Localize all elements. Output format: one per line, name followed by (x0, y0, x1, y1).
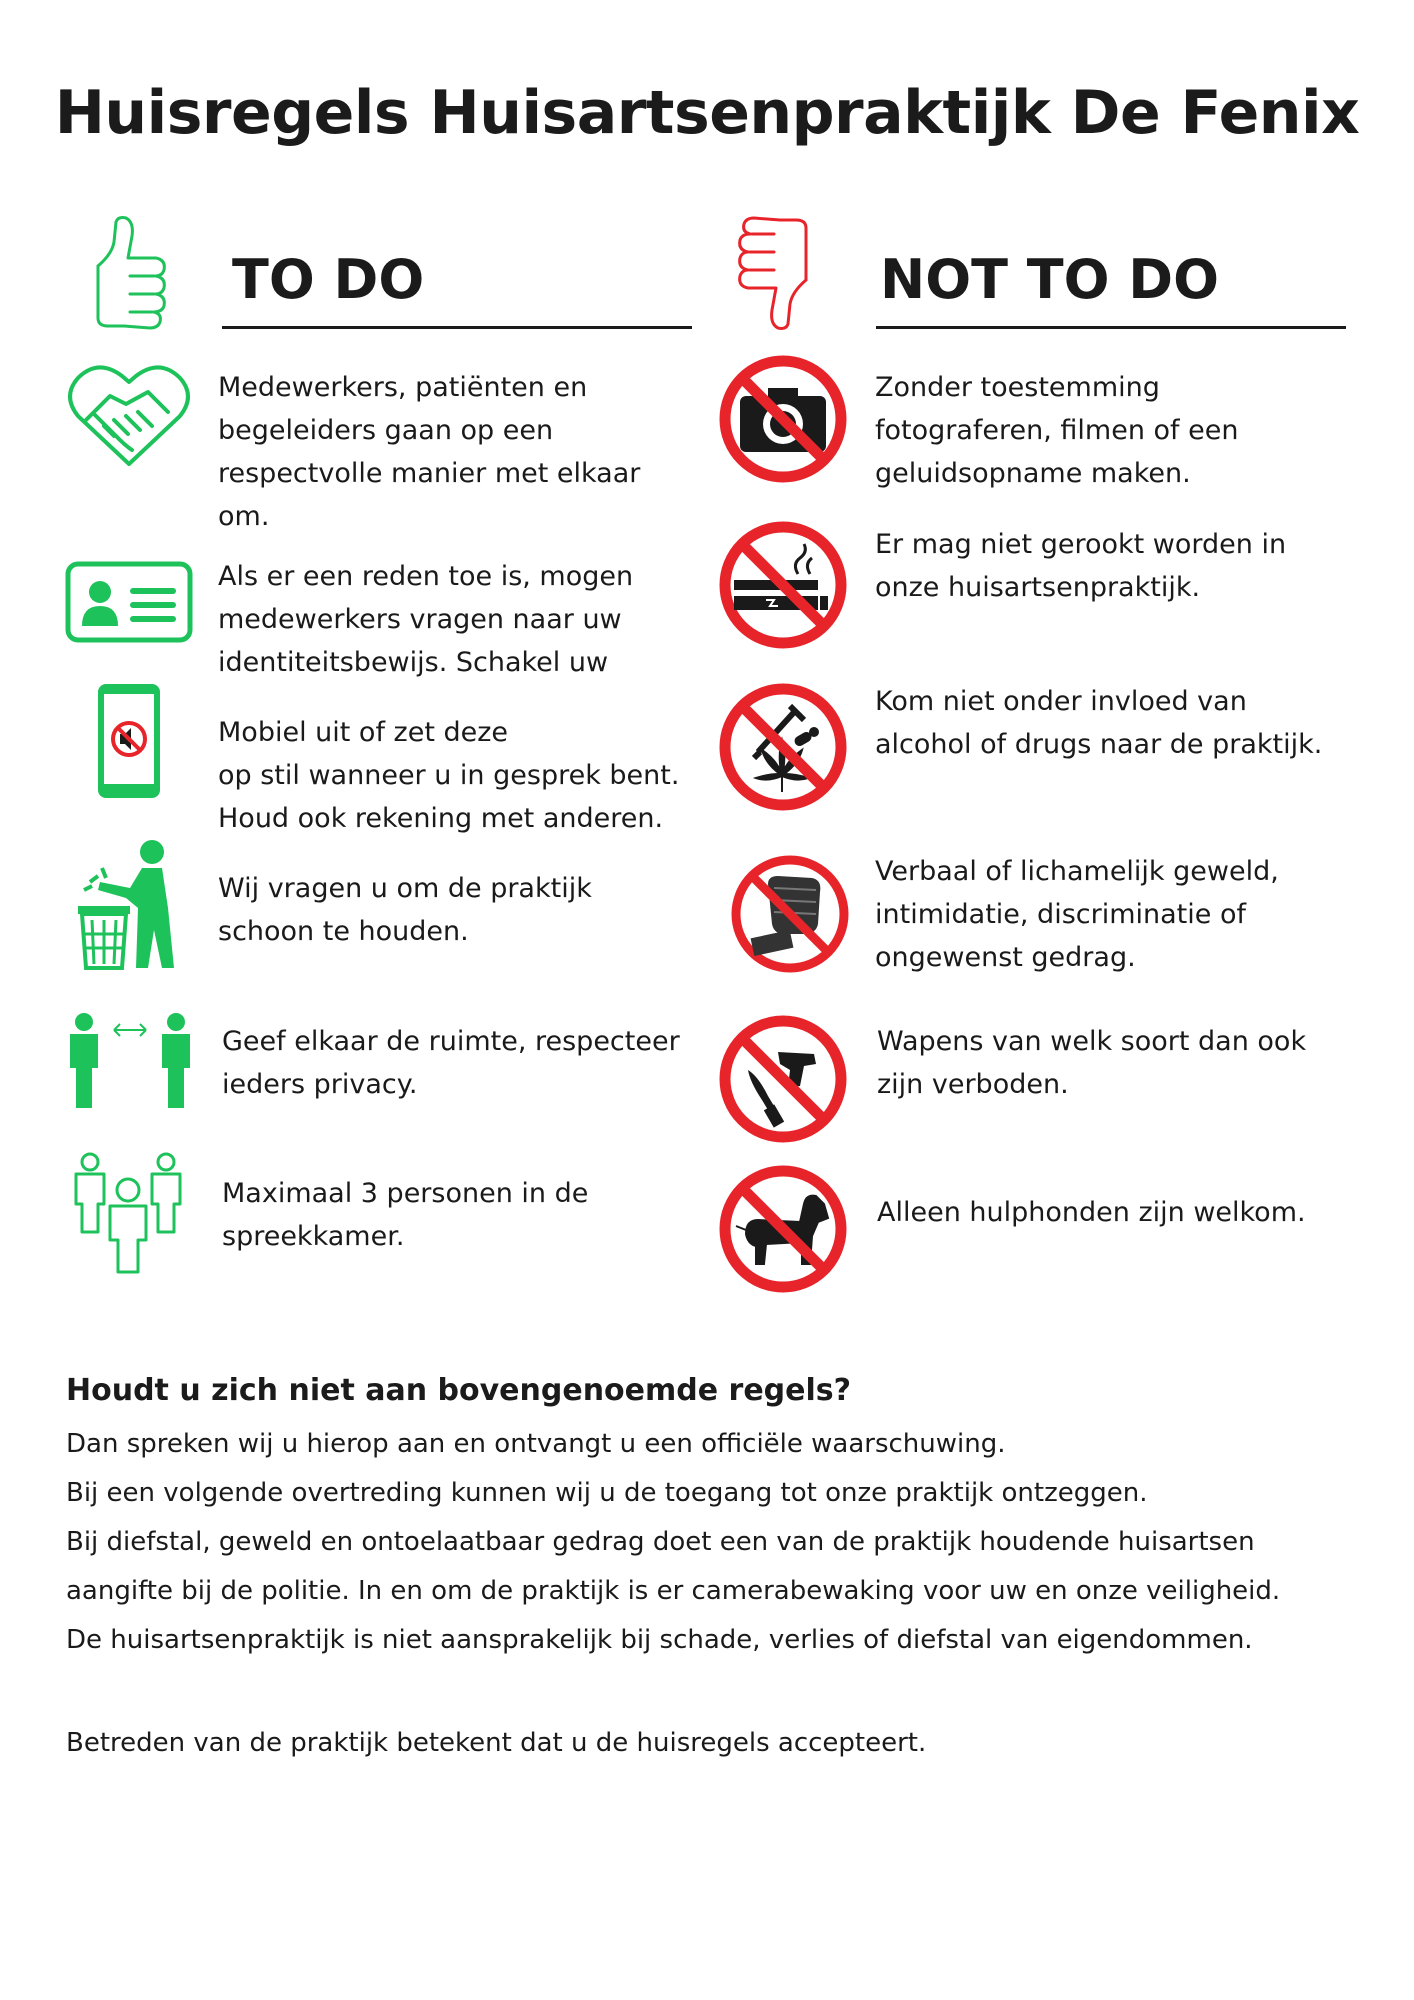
closing-statement: Betreden van de praktijk betekent dat u de huisregels accepteert. (66, 1728, 927, 1758)
consequences-line: aangifte bij de politie. In en om de praktijk is er camerabewaking voor uw en onze veiligheid. (66, 1576, 1281, 1606)
todo-underline (222, 326, 692, 329)
nottodo-item-text: Kom niet onder invloed van alcohol of drugs naar de praktijk. (875, 686, 1323, 760)
consequences-line: De huisartsenpraktijk is niet aansprakelijk bij schade, verlies of diefstal van eigendommen. (66, 1625, 1253, 1655)
nottodo-item-text: Alleen hulphonden zijn welkom. (877, 1197, 1306, 1228)
no-drugs-icon (718, 682, 848, 812)
no-dogs-icon (718, 1164, 848, 1294)
no-smoking-icon (718, 520, 848, 650)
no-weapons-icon (718, 1014, 848, 1144)
trash-bin-icon (76, 838, 180, 972)
todo-item-text: Medewerkers, patiënten en begeleiders gaan op een respectvolle manier met elkaar om. (218, 372, 641, 532)
nottodo-item-text: Verbaal of lichamelijk geweld, intimidatie, discriminatie of ongewenst gedrag. (875, 856, 1279, 973)
consequences-line: Dan spreken wij u hierop aan en ontvangt u een officiële waarschuwing. (66, 1429, 1006, 1459)
page-title: Huisregels Huisartsenpraktijk De Fenix (54, 78, 1360, 148)
nottodo-item-text: Wapens van welk soort dan ook zijn verboden. (877, 1026, 1307, 1100)
consequences-heading: Houdt u zich niet aan bovengenoemde regels? (66, 1373, 852, 1408)
nottodo-heading: NOT TO DO (880, 248, 1220, 311)
todo-heading: TO DO (232, 248, 425, 311)
phone-muted-icon (96, 682, 162, 800)
three-persons-icon (70, 1152, 186, 1274)
nottodo-underline (876, 326, 1346, 329)
nottodo-item-text: Zonder toestemming fotograferen, filmen of een geluidsopname maken. (875, 372, 1239, 489)
id-card-icon (64, 560, 194, 644)
todo-item-text: Wij vragen u om de praktijk schoon te houden. (218, 873, 592, 947)
no-violence-icon (730, 854, 850, 974)
thumbs-down-icon (730, 214, 820, 332)
handshake-heart-icon (64, 360, 194, 472)
consequences-line: Bij een volgende overtreding kunnen wij u de toegang tot onze praktijk ontzeggen. (66, 1478, 1148, 1508)
consequences-paragraph (66, 1420, 1366, 1665)
todo-item-text: Als er een reden toe is, mogen medewerkers vragen naar uw identiteitsbewijs. Schakel uw (218, 561, 634, 678)
no-camera-icon (718, 354, 848, 484)
nottodo-item-text: Er mag niet gerookt worden in onze huisartsenpraktijk. (875, 529, 1287, 603)
thumbs-up-icon (84, 214, 174, 332)
consequences-line: Bij diefstal, geweld en ontoelaatbaar gedrag doet een van de praktijk houdende huisartsen (66, 1527, 1255, 1557)
personal-space-icon (62, 1012, 198, 1110)
todo-item-text: Geef elkaar de ruimte, respecteer ieders privacy. (222, 1026, 680, 1100)
todo-item-text: Maximaal 3 personen in de spreekkamer. (222, 1178, 589, 1252)
todo-item-text: Mobiel uit of zet deze op stil wanneer u in gesprek bent. Houd ook rekening met anderen. (218, 717, 680, 834)
